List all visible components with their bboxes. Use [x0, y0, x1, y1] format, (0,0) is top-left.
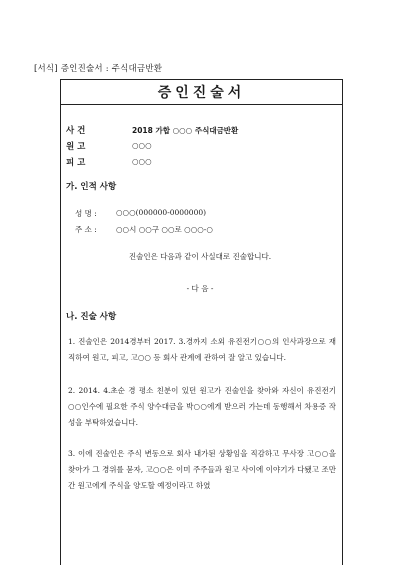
section-a-heading: 가. 인적 사항: [66, 182, 117, 192]
name-label: 성 명 :: [75, 209, 97, 218]
defendant-value: ○○○: [132, 157, 152, 166]
plaintiff-label: 원 고: [66, 142, 86, 152]
name-value: ○○○(000000-0000000): [116, 208, 207, 217]
plaintiff-value: ○○○: [132, 141, 152, 150]
address-label: 주 소 :: [75, 225, 97, 234]
statement-paragraph-1: 1. 진술인은 2014경부터 2017. 3.경까지 소외 유진전기○○의 인사과장으로 재직하여 원고, 피고, 고○○ 등 회사 관계에 관하여 잘 알고 있습니다.: [68, 337, 336, 362]
document-title: 증인진술서: [157, 85, 246, 101]
section-divider: - 다 음 -: [186, 284, 214, 293]
statement-line: 진술인은 다음과 같이 사실대로 진술합니다.: [128, 252, 272, 261]
statement-paragraph-3: 3. 이에 진술인은 주식 변동으로 회사 내가된 상황임을 직감하고 무사장 고○○을 찾아가 그 경위를 묻자, 고○○은 이미 주주들과 원고 사이에 이야기가 다됐고 조만간 원고에게 주식을 양도할 예정이라고 하였: [68, 449, 336, 490]
case-label: 사 건: [66, 126, 86, 136]
section-b-heading: 나. 진술 사항: [66, 312, 117, 322]
title-row: [61, 80, 342, 105]
defendant-label: 피 고: [66, 158, 86, 168]
address-value: ○○시 ○○구 ○○로 ○○○-○: [116, 225, 213, 234]
statement-paragraph-2: 2. 2014. 4.초순 경 평소 친분이 있던 원고가 진술인을 찾아와 자신이 유진전기○○인수에 필요한 주식 양수대금을 박○○에게 받으러 가는데 동행해서 차용증 작성을 부탁하였습니다.: [68, 386, 336, 427]
document-form-label: [서식] 증인진술서 : 주식대금반환: [34, 64, 163, 74]
case-value: 2018 가합 ○○○ 주식대금반환: [132, 126, 239, 135]
